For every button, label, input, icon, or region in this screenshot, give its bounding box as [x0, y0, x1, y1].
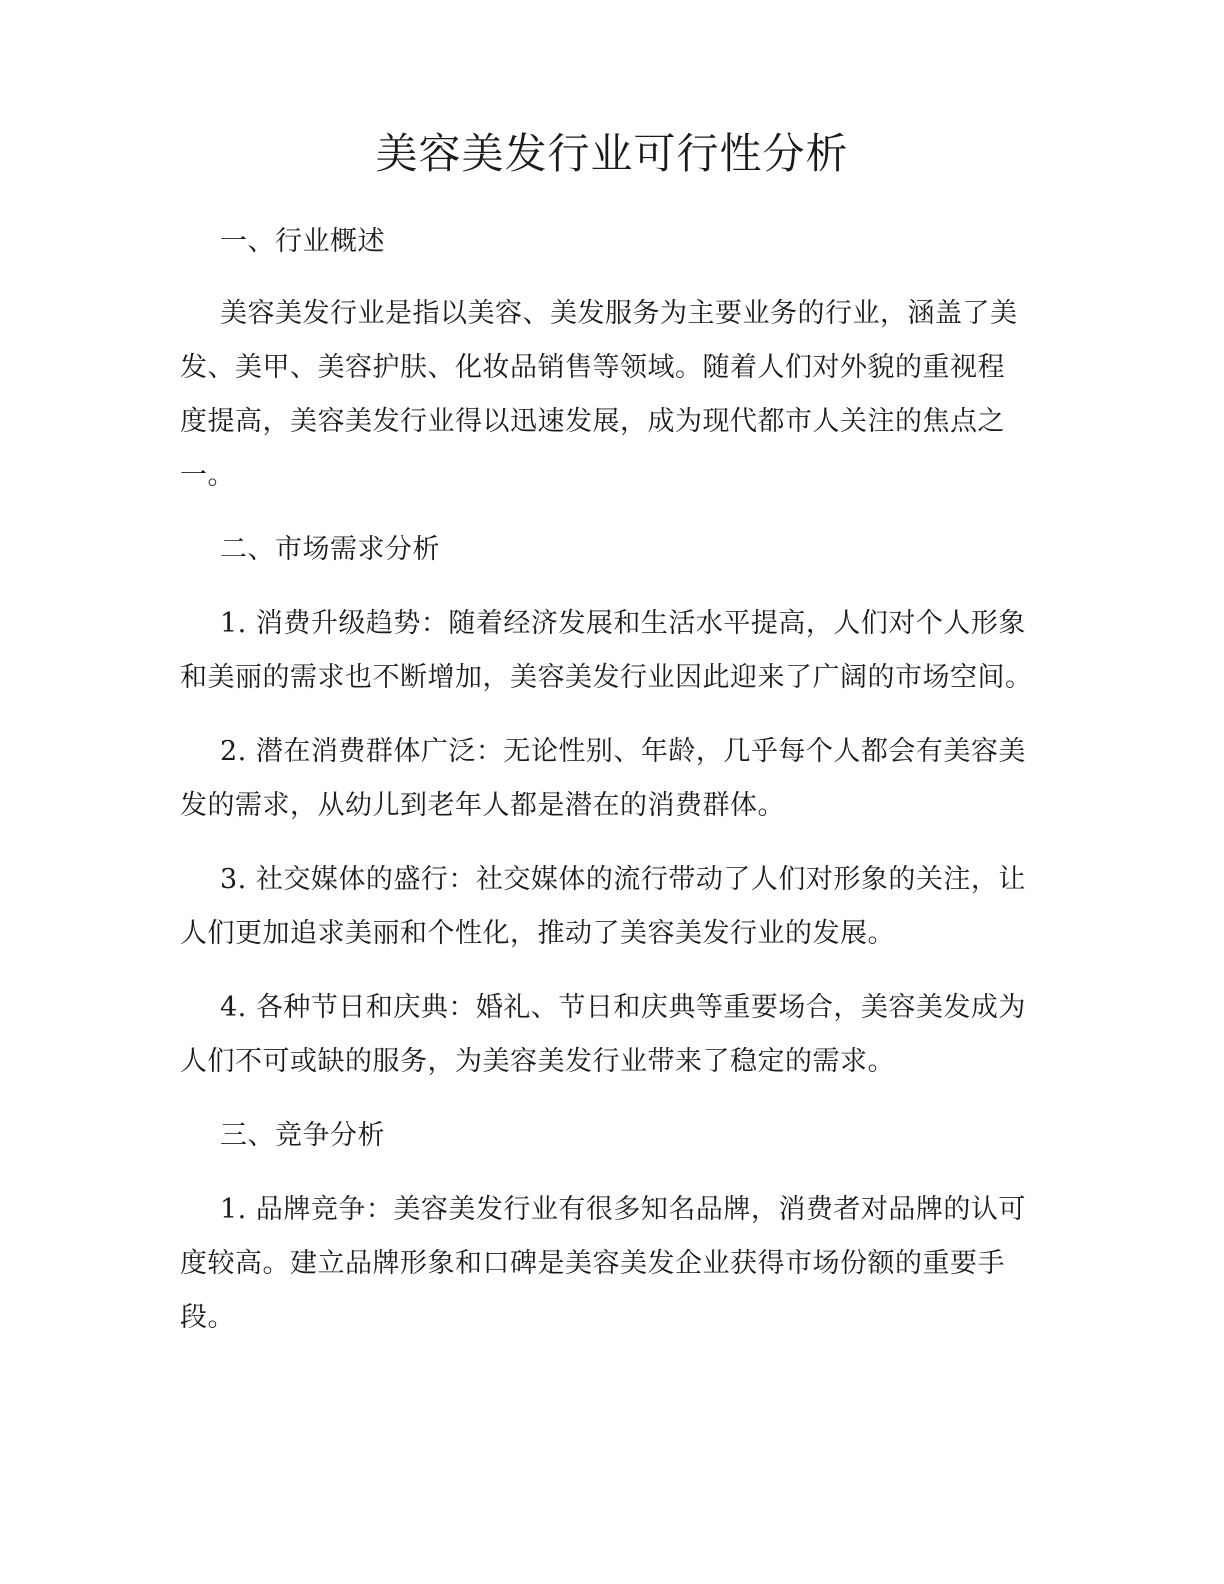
paragraph-line: 度提高，美容美发行业得以迅速发展，成为现代都市人关注的焦点之: [180, 406, 1005, 437]
list-item-line: 1. 消费升级趋势：随着经济发展和生活水平提高，人们对个人形象: [220, 608, 1026, 639]
list-item-line: 4. 各种节日和庆典：婚礼、节日和庆典等重要场合，美容美发成为: [220, 992, 1026, 1023]
list-item-line: 1. 品牌竞争：美容美发行业有很多知名品牌，消费者对品牌的认可: [220, 1194, 1026, 1225]
section-heading-overview: 一、行业概述: [220, 226, 385, 257]
section-heading-market-demand: 二、市场需求分析: [220, 534, 440, 565]
list-item-line: 段。: [180, 1302, 235, 1333]
paragraph-line: 发、美甲、美容护肤、化妆品销售等领域。随着人们对外貌的重视程: [180, 352, 1005, 383]
list-item-line: 度较高。建立品牌形象和口碑是美容美发企业获得市场份额的重要手: [180, 1248, 1005, 1279]
paragraph-line: 一。: [180, 460, 235, 491]
list-item-line: 3. 社交媒体的盛行：社交媒体的流行带动了人们对形象的关注，让: [220, 864, 1026, 895]
paragraph-line: 美容美发行业是指以美容、美发服务为主要业务的行业，涵盖了美: [220, 298, 1018, 329]
section-heading-competition: 三、竞争分析: [220, 1120, 385, 1151]
list-item-line: 和美丽的需求也不断增加，美容美发行业因此迎来了广阔的市场空间。: [180, 662, 1033, 693]
list-item-line: 人们更加追求美丽和个性化，推动了美容美发行业的发展。: [180, 918, 895, 949]
list-item-line: 2. 潜在消费群体广泛：无论性别、年龄，几乎每个人都会有美容美: [220, 736, 1026, 767]
page-title: 美容美发行业可行性分析: [375, 129, 849, 178]
list-item-line: 发的需求，从幼儿到老年人都是潜在的消费群体。: [180, 790, 785, 821]
list-item-line: 人们不可或缺的服务，为美容美发行业带来了稳定的需求。: [180, 1046, 895, 1077]
